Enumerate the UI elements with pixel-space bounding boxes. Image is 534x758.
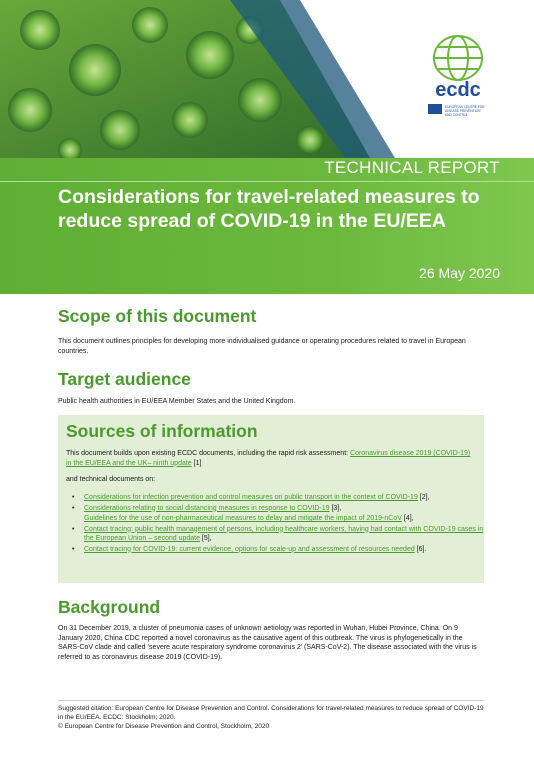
source-ref: [6].: [414, 545, 427, 553]
sources-heading: Sources of information: [66, 421, 258, 441]
sources-intro: [66, 449, 474, 468]
audience-heading: Target audience: [58, 369, 191, 389]
svg-text:ecdc: ecdc: [435, 79, 481, 101]
suggested-citation: Suggested citation: European Centre for Disease Prevention and Control. Considerations for travel-related measures to reduce spread of COVID-19 in the EU/EEA. ECDC: Stockholm; 2020.: [58, 705, 484, 721]
source-ref: [4],: [401, 515, 414, 522]
tech-docs-label: and technical documents on:: [66, 476, 156, 483]
source-link-contact-tracing[interactable]: Contact tracing: public health management of persons, including healthcare workers, having had contact with COVID-19 cases in the European Union – second update: [84, 525, 484, 542]
publication-date: 26 May 2020: [419, 265, 500, 281]
cover-image: [0, 0, 534, 158]
background-heading: Background: [58, 597, 161, 617]
scope-text: This document outlines principles for developing more individualised guidance or operating procedures related to travel in European countries.: [58, 338, 466, 355]
sources-intro-text: This document builds upon existing ECDC documents, including the rapid risk assessment:: [66, 450, 351, 457]
svg-text:AND CONTROL: AND CONTROL: [445, 113, 469, 117]
list-item: [72, 545, 494, 555]
report-type: TECHNICAL REPORT: [324, 158, 500, 177]
rapid-risk-assessment-link[interactable]: Coronavirus disease 2019 (COVID-19) in the EU/EEA and the UK– ninth update: [66, 450, 471, 467]
background-text: On 31 December 2019, a cluster of pneumonia cases of unknown aetiology was reported in Wuhan, Hubei Province, China. On 9 January 2020, China CDC reported a novel coronavirus as the causative agent of this outbreak. The virus is phylogenetically in the SARS-CoV clade and called ‘severe acute respiratory syndrome coronavirus 2’ (SARS-CoV-2). The disease associated with the virus is referred to as coronavirus disease 2019 (COVID-19).: [58, 625, 477, 661]
bullet-icon: •: [72, 494, 75, 501]
source-ref: [5],: [199, 535, 212, 542]
svg-text:DISEASE PREVENTION: DISEASE PREVENTION: [445, 109, 481, 113]
page-title: Considerations for travel-related measures to reduce spread of COVID-19 in the EU/EEA: [58, 186, 480, 232]
divider: [0, 181, 534, 182]
ecdc-logo: [412, 30, 504, 122]
source-link-npi-guidelines[interactable]: Guidelines for the use of non-pharmaceutical measures to delay and mitigate the impact of 2019-nCoV: [84, 515, 402, 522]
list-item: [72, 493, 494, 503]
footer: [58, 704, 484, 731]
svg-text:EUROPEAN CENTRE FOR: EUROPEAN CENTRE FOR: [445, 105, 485, 109]
bullet-icon: •: [72, 504, 75, 512]
sources-list: [66, 493, 494, 555]
list-item: [72, 504, 494, 514]
source-link-contact-tracing-evidence[interactable]: Contact tracing for COVID-19: current evidence, options for scale-up and assessment of resources needed: [84, 545, 415, 553]
sources-intro-ref: [1]: [191, 459, 202, 467]
bullet-icon: •: [72, 545, 75, 553]
source-link-social-distancing[interactable]: Considerations relating to social distancing measures in response to COVID-19: [84, 504, 330, 512]
list-item: [72, 525, 494, 544]
list-item: [84, 514, 494, 524]
source-ref: [2],: [417, 494, 430, 501]
source-link-public-transport[interactable]: Considerations for infection prevention and control measures on public transport in the context of COVID-19: [84, 494, 418, 501]
bullet-icon: •: [72, 525, 75, 533]
copyright: © European Centre for Disease Prevention and Control, Stockholm, 2020: [58, 723, 270, 730]
footer-divider: [58, 700, 484, 701]
scope-heading: Scope of this document: [58, 306, 257, 326]
sources-box: [58, 415, 484, 583]
audience-text: Public health authorities in EU/EEA Member States and the United Kingdom.: [58, 398, 296, 405]
source-ref: [3],: [329, 504, 342, 512]
